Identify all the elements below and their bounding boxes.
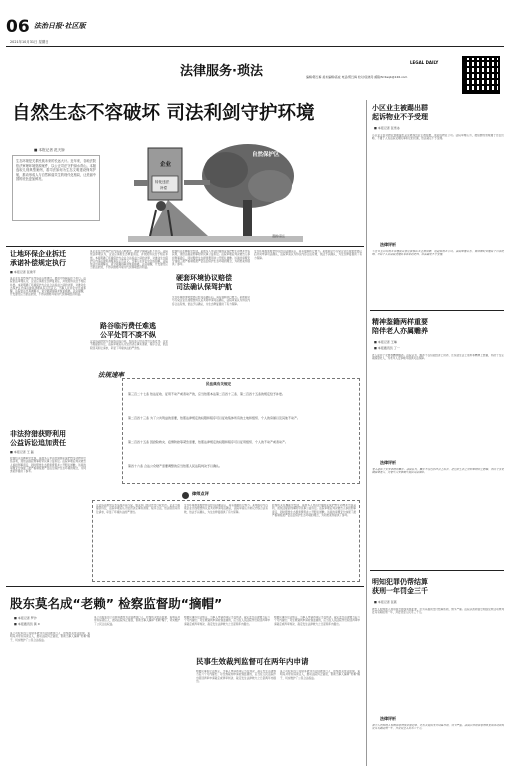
rules-line-2: 第二百四十三条 为了公共利益的需要，依照法律规定的权限和程序可以征收集体所有的土地和组织、个人的房屋以及其他不动产。 bbox=[128, 416, 300, 420]
date-line: 2021年10月31日 星期日 bbox=[10, 40, 49, 44]
page-number: 06 bbox=[6, 17, 30, 37]
col3-body-b: 生态环境损害赔偿协议经司法确认后，具有强制执行效力。某地政府与污染企业达成赔偿协议后共同申请司法确认，法院审查认为协议内容合法有效，依法予以确认，为生态修复提供了有力保障。 bbox=[172, 296, 250, 306]
right-1-byline: ■ 本报记者 张雪冰 bbox=[374, 126, 400, 130]
right-1-body: 小区业主因对物业管理提出意见被移出业主微信群，遂起诉物业公司。法院审理认为，微信群的管理属于自治范畴，不属于人民法院受理民事诉讼的范围，依法裁定不予受理。 bbox=[372, 134, 504, 141]
banner-lead-text: 生态环境是关系民族未来的长远大计。近年来，各地法院依法审理环境资源案件，以公正司法守护绿水青山。本版选取几则典型案例，看司法如何为生态文明建设保驾护航，推动形成人与自然和谐共生的现代化格局，让美丽中国的底色更加鲜亮。 bbox=[16, 159, 96, 182]
lawyer-comment-col-2: 生态环境损害赔偿协议经司法确认后，具有强制执行效力。某地政府与污染企业达成赔偿协议后共同申请司法确认，法院审查认为协议内容合法有效，依法予以确认，为生态修复提供了有力保障。 bbox=[184, 504, 268, 514]
col2-body-b: 企业违法排放污水造成河流污染，相关部门依法作出行政处罚。企业不服提起诉讼，法院审理后认为处罚决定事实清楚、程序合法，依法驳回其诉讼请求，彰显了环境执法的严肃性。 bbox=[90, 340, 168, 350]
right-2-title: 精神鉴籍两样重要 陪伴老人亦属赡养 bbox=[372, 318, 428, 335]
robot-label-top: 企业 bbox=[160, 162, 172, 168]
right-divider-2 bbox=[370, 570, 504, 571]
right-2-byline-2: ■ 本报通讯员 丁一 bbox=[374, 346, 400, 350]
col4-body-a: 生态环境损害赔偿协议经司法确认后，具有强制执行效力。某地政府与污染企业达成赔偿协议后共同申请司法确认，法院审查认为协议内容合法有效，依法予以确认，为生态修复提供了有力保障。 bbox=[254, 250, 362, 260]
legal-daily-label: LEGAL DAILY bbox=[410, 60, 439, 65]
bottom-center-body-b: 根据民事诉讼法规定，当事人申请再审应当在判决、裁定发生法律效力后六个月内提出；对生效裁判申请检察监督的，应当在人民法院作出驳回再审申请裁定或再审判决、裁定发生法律效力之日起两年内提出。 bbox=[196, 670, 276, 683]
law-tag-1: 法律评析 bbox=[380, 242, 396, 247]
left-top-title: 让地环保企业拆迁 承诺补偿规定执行 bbox=[10, 250, 66, 267]
right-1-title: 小区业主被踢出群 起诉物业不予受理 bbox=[372, 104, 428, 121]
left-top-body: 某企业在自然保护区内违法占地建设，被责令拆除后拒不执行。法院依法审理认为，企业应承担生态修复责任，并依照协议给予相应补偿。本案明确了环境保护与企业合法权益之间的边界，对推动生态保护区内违法建筑清理具有示范意义。当事人在诉讼中达成和解，法院依法出具调解书，责令限期拆除并恢复植被。法官提醒，开发建设应当依法依规，不得以牺牲环境为代价换取经济利益。 bbox=[10, 277, 86, 297]
tree-label: 自然保护区 bbox=[252, 152, 280, 158]
right-3-body: 被告人明知他人利用信息网络实施犯罪，仍为其提供支付结算帮助，情节严重。法院以帮助信息网络犯罪活动罪判处其有期徒刑一年，并处罚金人民币三千元。 bbox=[372, 608, 504, 615]
right-column-divider bbox=[366, 100, 367, 766]
rules-line-1: 第三百二十七条 依法征收、征用不动产或者动产的，应当依照本法第二百四十三条、第二百四十五条的规定给予补偿。 bbox=[128, 392, 285, 396]
paper-name: 法治日报·社区版 bbox=[34, 22, 86, 30]
banner-headline: 自然生态不容破坏 司法利剑守护环境 bbox=[12, 103, 315, 124]
left-top-byline: ■ 本报记者 张建平 bbox=[10, 270, 36, 274]
lawyer-comment-col-1: 企业违法排放污水造成河流污染，相关部门依法作出行政处罚。企业不服提起诉讼，法院审理后认为处罚决定事实清楚、程序合法，依法驳回其诉讼请求，彰显了环境执法的严肃性。 bbox=[96, 504, 180, 514]
lawyer-comment-col-3: 检察机关在履职中发现，某地多人非法狩猎国家保护野生动物并出售获利，遂依法提起刑事附带民事公益诉讼。法院审理后判决被告人承担刑事责任，同时赔偿生态损害费用并公开赔礼道歉。该案的审理充分体现了最严格制度最严密法治保护生态环境的理念，为同类案件提供了参考。 bbox=[272, 504, 356, 517]
left-mid-title: 非法狩猎获野利用 公益诉讼追加责任 bbox=[10, 430, 66, 447]
right-2-body: 老人起诉子女要求精神赡养。法院认为，赡养不仅包括经济上供养，还包括生活上照料和精神上慰藉，判决子女定期探望老人，为老年人安享晚年提供司法保障。 bbox=[372, 354, 504, 361]
bottom-center-body-a: 根据民事诉讼法规定，当事人申请再审应当在判决、裁定发生法律效力后六个月内提出；对生效裁判申请检察监督的，应当在人民法院作出驳回再审申请裁定或再审判决、裁定发生法律效力之日起两年内提出。 bbox=[274, 616, 360, 626]
right-2-byline-1: ■ 本报记者 王琳 bbox=[374, 340, 397, 344]
masthead-rule bbox=[6, 46, 504, 47]
col2-body-a: 某企业在自然保护区内违法占地建设，被责令拆除后拒不执行。法院依法审理认为，企业应承担生态修复责任，并依照协议给予相应补偿。本案明确了环境保护与企业合法权益之间的边界，对推动生态保护区内违法建筑清理具有示范意义。当事人在诉讼中达成和解，法院依法出具调解书，责令限期拆除并恢复植被。法官提醒，开发建设应当依法依规，不得以牺牲环境为代价换取经济利益。 bbox=[90, 250, 168, 270]
lawyer-comment-title: 律师点评 bbox=[192, 491, 209, 496]
right-3-byline: ■ 本报记者 张燕 bbox=[374, 600, 397, 604]
bottom-left-col-2: 某公司股东因公司债务被列为失信被执行人，检察机关依法监督，查明其并非实际责任人，推动法院纠正错误，帮助当事人摘掉“老赖”帽子，切实维护了公民合法权益。 bbox=[94, 616, 180, 626]
law-tag-2: 法律评析 bbox=[380, 460, 396, 465]
bottom-left-col-3: 根据民事诉讼法规定，当事人申请再审应当在判决、裁定发生法律效力后六个月内提出；对生效裁判申请检察监督的，应当在人民法院作出驳回再审申请裁定或再审判决、裁定发生法律效力之日起两年内提出。 bbox=[184, 616, 270, 626]
right-divider-1 bbox=[370, 310, 504, 311]
staff-line: 编辑/陈红梅 美术编辑/高成 电话/陈红梅 校对/张晓丹 邮箱/fzrbsqb@126.com bbox=[306, 75, 408, 79]
bottom-center-body-c: 某公司股东因公司债务被列为失信被执行人，检察机关依法监督，查明其并非实际责任人，推动法院纠正错误，帮助当事人摘掉“老赖”帽子，切实维护了公民合法权益。 bbox=[280, 670, 360, 680]
right-1-analysis: 小区业主因对物业管理提出意见被移出业主微信群，遂起诉物业公司。法院审理认为，微信群的管理属于自治范畴，不属于人民法院受理民事诉讼的范围，依法裁定不予受理。 bbox=[372, 250, 504, 257]
rules-line-4: 第四十六条 合法公众财产需要调整的应当依照人民法院判决予以确认。 bbox=[128, 464, 222, 468]
lawyer-comment-icon bbox=[182, 492, 189, 499]
bottom-left-byline: ■ 本报记者 罗沙 bbox=[14, 616, 37, 620]
cartoon-credit: 漫画/高岳 bbox=[272, 234, 286, 238]
banner-bottom-rule bbox=[6, 246, 364, 247]
col3-body-a: 检察机关在履职中发现，某地多人非法狩猎国家保护野生动物并出售获利，遂依法提起刑事附带民事公益诉讼。法院审理后判决被告人承担刑事责任，同时赔偿生态损害费用并公开赔礼道歉。该案的审理充分体现了最严格制度最严密法治保护生态环境的理念，为同类案件提供了参考。 bbox=[172, 250, 250, 267]
bottom-left-byline-2: ■ 本报通讯员 黄 X bbox=[14, 622, 40, 626]
rules-box-title: 法规速率 bbox=[98, 371, 124, 379]
left-mid-body: 检察机关在履职中发现，某地多人非法狩猎国家保护野生动物并出售获利，遂依法提起刑事附带民事公益诉讼。法院审理后判决被告人承担刑事责任，同时赔偿生态损害费用并公开赔礼道歉。该案的审理充分体现了最严格制度最严密法治保护生态环境的理念，为同类案件提供了参考。 bbox=[10, 457, 86, 474]
bottom-left-col-1: 某公司股东因公司债务被列为失信被执行人，检察机关依法监督，查明其并非实际责任人，推动法院纠正错误，帮助当事人摘掉“老赖”帽子，切实维护了公民合法权益。 bbox=[10, 632, 90, 642]
center-2-title: 路谷临污费任难逃 公平处罚不凑不纵 bbox=[100, 322, 156, 339]
right-2-analysis: 老人起诉子女要求精神赡养。法院认为，赡养不仅包括经济上供养，还包括生活上照料和精神上慰藉，判决子女定期探望老人，为老年人安享晚年提供司法保障。 bbox=[372, 468, 504, 475]
left-mid-byline: ■ 本报记者 王 磊 bbox=[10, 450, 34, 454]
rules-line-3: 第二百四十五条 因抢险救灾、疫情防控等紧急需要，依照法律规定的权限和程序可以征用组织、个人的不动产或者动产。 bbox=[128, 440, 288, 444]
bottom-rule bbox=[6, 586, 364, 587]
banner-author: ■ 本报记者 范天娇 bbox=[34, 148, 65, 152]
robot-label-mid: 转化违法 bbox=[155, 180, 170, 184]
qr-code bbox=[462, 56, 500, 94]
bottom-left-headline: 股东莫名成“老赖” 检察监督助“摘帽” bbox=[10, 596, 223, 611]
law-tag-3: 法律评析 bbox=[380, 716, 396, 721]
right-3-analysis: 被告人明知他人利用信息网络实施犯罪，仍为其提供支付结算帮助，情节严重。法院以帮助信息网络犯罪活动罪判处其有期徒刑一年，并处罚金人民币三千元。 bbox=[372, 724, 504, 731]
right-3-title: 明知犯罪仍帮结算 获刑一年罚金三千 bbox=[372, 578, 428, 595]
center-1-title: 硬套环境协议赔偿 司法确认保驾护航 bbox=[176, 274, 232, 291]
section-title: 法律服务·琐法 bbox=[180, 64, 263, 79]
robot-label-bottom: 补偿 bbox=[160, 186, 168, 190]
rules-box-subtitle: 民法典有关规定 bbox=[206, 382, 232, 386]
bottom-center-headline: 民事生效裁判监督可在两年内申请 bbox=[196, 657, 309, 666]
